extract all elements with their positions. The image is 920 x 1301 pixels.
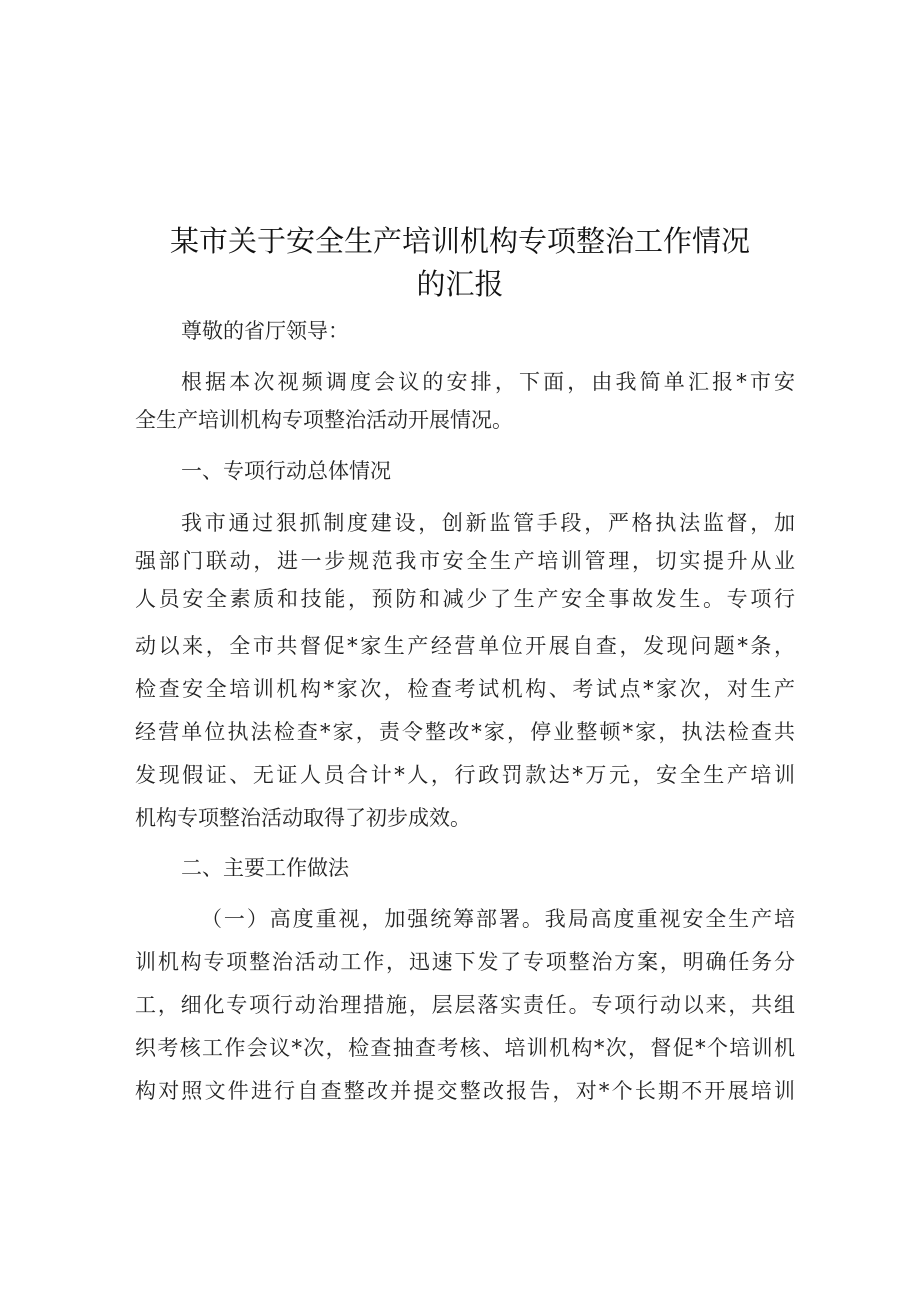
section2-line-5: 构对照文件进行自查整改并提交整改报告，对*个长期不开展培训 <box>135 1079 795 1103</box>
intro-line-1: 根据本次视频调度会议的安排，下面，由我简单汇报*市安 <box>181 370 795 394</box>
section2-line-2: 训机构专项整治活动工作，迅速下发了专项整治方案，明确任务分 <box>135 950 795 974</box>
section1-line-4: 动以来，全市共督促*家生产经营单位开展自查，发现问题*条， <box>135 634 795 658</box>
section-heading-1: 一、专项行动总体情况 <box>181 459 391 483</box>
section1-line-5: 检查安全培训机构*家次，检查考试机构、考试点*家次，对生产 <box>135 677 795 701</box>
section1-line-1: 我市通过狠抓制度建设，创新监管手段，严格执法监督，加 <box>181 511 795 535</box>
section1-line-6: 经营单位执法检查*家，责令整改*家，停业整顿*家，执法检查共 <box>135 720 795 744</box>
title-line-1: 某市关于安全生产培训机构专项整治工作情况 <box>169 224 750 258</box>
section2-line-3: 工，细化专项行动治理措施，层层落实责任。专项行动以来，共组 <box>135 993 795 1017</box>
salutation: 尊敬的省厅领导： <box>181 319 349 343</box>
section1-line-2: 强部门联动，进一步规范我市安全生产培训管理，切实提升从业 <box>135 549 795 573</box>
section2-line-4: 织考核工作会议*次，检查抽查考核、培训机构*次，督促*个培训机 <box>135 1036 795 1060</box>
title-line-2: 的汇报 <box>416 267 504 301</box>
section2-line-1: （一）高度重视，加强统筹部署。我局高度重视安全生产培 <box>201 907 795 931</box>
intro-line-2: 全生产培训机构专项整治活动开展情况。 <box>135 408 513 432</box>
section-heading-2: 二、主要工作做法 <box>181 856 349 880</box>
section1-line-7: 发现假证、无证人员合计*人，行政罚款达*万元，安全生产培训 <box>135 763 795 787</box>
document-title <box>120 220 800 306</box>
section1-line-3: 人员安全素质和技能，预防和减少了生产安全事故发生。专项行 <box>135 587 795 611</box>
section1-line-8: 机构专项整治活动取得了初步成效。 <box>135 806 471 830</box>
